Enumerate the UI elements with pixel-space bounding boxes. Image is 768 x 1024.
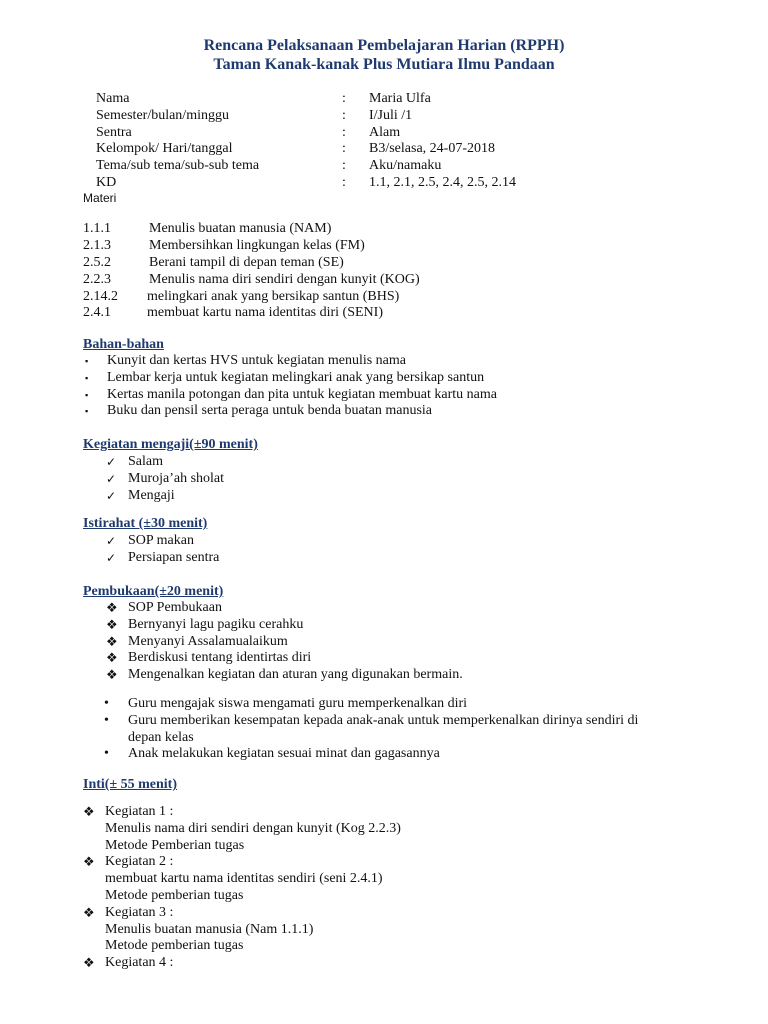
list-item-text: Persiapan sentra bbox=[128, 549, 220, 565]
diamond-bullet-icon: ❖ bbox=[83, 854, 95, 870]
inti-heading: Inti(± 55 menit) bbox=[83, 777, 178, 792]
materi-text: Menulis nama diri sendiri dengan kunyit (KOG) bbox=[149, 271, 420, 287]
mengaji-heading: Kegiatan mengaji(±90 menit) bbox=[83, 437, 258, 452]
square-bullet-icon: ▪ bbox=[85, 406, 89, 417]
activity-text: Metode pemberian tugas bbox=[105, 887, 244, 903]
identity-label: Kelompok/ Hari/tanggal bbox=[96, 141, 233, 157]
bahan-heading: Bahan-bahan bbox=[83, 337, 164, 352]
list-item-text: Menyanyi Assalamualaikum bbox=[128, 633, 288, 649]
activity-title: Kegiatan 1 : bbox=[105, 804, 174, 819]
list-item-text: Anak melakukan kegiatan sesuai minat dan gagasannya bbox=[128, 746, 440, 762]
activity-text: membuat kartu nama identitas sendiri (seni 2.4.1) bbox=[105, 871, 383, 887]
list-item-text: Buku dan pensil serta peraga untuk benda buatan manusia bbox=[107, 403, 433, 419]
checkmark-icon: ✓ bbox=[106, 455, 117, 469]
checkmark-icon: ✓ bbox=[106, 488, 117, 503]
list-item-text: Kunyit dan kertas HVS untuk kegiatan menulis nama bbox=[107, 353, 406, 368]
document-title-line1: Rencana Pelaksanaan Pembelajaran Harian (RPPH) bbox=[203, 37, 565, 54]
activity-text: Metode Pemberian tugas bbox=[105, 837, 245, 853]
identity-label: Semester/bulan/minggu bbox=[96, 107, 229, 123]
identity-value: Maria Ulfa bbox=[369, 91, 431, 106]
dot-bullet-icon: • bbox=[104, 712, 109, 728]
materi-text: melingkari anak yang bersikap santun (BHS) bbox=[147, 288, 400, 304]
list-item-text: SOP Pembukaan bbox=[128, 600, 222, 615]
diamond-bullet-icon: ❖ bbox=[106, 667, 118, 683]
identity-label: Nama bbox=[96, 91, 130, 106]
identity-value: I/Juli /1 bbox=[369, 107, 413, 123]
list-item-text: Mengenalkan kegiatan dan aturan yang digunakan bermain. bbox=[128, 667, 463, 683]
identity-value: B3/selasa, 24-07-2018 bbox=[369, 141, 495, 157]
dot-bullet-icon: • bbox=[104, 696, 109, 711]
list-item-text: Guru memberikan kesempatan kepada anak-anak untuk memperkenalkan dirinya sendiri di bbox=[128, 712, 639, 728]
materi-code: 2.2.3 bbox=[83, 271, 111, 287]
materi-code: 2.1.3 bbox=[83, 237, 111, 253]
diamond-bullet-icon: ❖ bbox=[83, 955, 95, 971]
list-item-text: Guru mengajak siswa mengamati guru memperkenalkan diri bbox=[128, 696, 468, 711]
identity-colon: : bbox=[342, 158, 346, 174]
list-item-text: Berdiskusi tentang identirtas diri bbox=[128, 650, 312, 666]
diamond-bullet-icon: ❖ bbox=[83, 904, 95, 920]
list-item-text: Muroja’ah sholat bbox=[128, 470, 225, 486]
activity-title: Kegiatan 2 : bbox=[105, 854, 174, 870]
identity-colon: : bbox=[342, 174, 346, 190]
activity-title: Kegiatan 4 : bbox=[105, 955, 174, 971]
materi-text: membuat kartu nama identitas diri (SENI) bbox=[147, 305, 383, 321]
activity-text: Menulis buatan manusia (Nam 1.1.1) bbox=[105, 921, 314, 937]
identity-value: Aku/namaku bbox=[369, 158, 442, 174]
list-item-text: Lembar kerja untuk kegiatan melingkari anak yang bersikap santun bbox=[107, 369, 485, 385]
materi-code: 2.14.2 bbox=[83, 288, 118, 304]
materi-code: 1.1.1 bbox=[83, 221, 111, 236]
activity-text: Metode pemberian tugas bbox=[105, 938, 244, 954]
identity-label: Sentra bbox=[96, 124, 132, 140]
istirahat-heading: Istirahat (±30 menit) bbox=[83, 516, 208, 531]
checkmark-icon: ✓ bbox=[106, 550, 117, 565]
identity-value: 1.1, 2.1, 2.5, 2.4, 2.5, 2.14 bbox=[369, 174, 516, 190]
identity-label: Tema/sub tema/sub-sub tema bbox=[96, 158, 260, 174]
identity-colon: : bbox=[342, 141, 346, 157]
list-item-text: Kertas manila potongan dan pita untuk kegiatan membuat kartu nama bbox=[107, 386, 497, 402]
diamond-bullet-icon: ❖ bbox=[106, 616, 118, 632]
list-item-text: Bernyanyi lagu pagiku cerahku bbox=[128, 616, 304, 632]
diamond-bullet-icon: ❖ bbox=[83, 804, 95, 819]
list-item-text: Salam bbox=[128, 454, 163, 469]
checkmark-icon: ✓ bbox=[106, 471, 117, 486]
square-bullet-icon: ▪ bbox=[85, 389, 89, 400]
square-bullet-icon: ▪ bbox=[85, 372, 89, 383]
diamond-bullet-icon: ❖ bbox=[106, 650, 118, 666]
materi-text: Membersihkan lingkungan kelas (FM) bbox=[149, 237, 365, 253]
list-item-text: SOP makan bbox=[128, 533, 194, 548]
activity-title: Kegiatan 3 : bbox=[105, 904, 174, 920]
identity-colon: : bbox=[342, 107, 346, 123]
diamond-bullet-icon: ❖ bbox=[106, 600, 118, 615]
materi-code: 2.5.2 bbox=[83, 254, 111, 270]
materi-text: Berani tampil di depan teman (SE) bbox=[149, 254, 344, 270]
activity-text: Menulis nama diri sendiri dengan kunyit (Kog 2.2.3) bbox=[105, 820, 401, 836]
document-title-line2: Taman Kanak-kanak Plus Mutiara Ilmu Pandaan bbox=[213, 56, 555, 73]
checkmark-icon: ✓ bbox=[106, 534, 117, 548]
pembukaan-heading: Pembukaan(±20 menit) bbox=[83, 584, 224, 599]
identity-label: KD bbox=[96, 174, 117, 190]
identity-value: Alam bbox=[369, 124, 401, 140]
list-item-text: Mengaji bbox=[128, 487, 175, 503]
identity-colon: : bbox=[342, 91, 346, 106]
list-item-text: depan kelas bbox=[128, 729, 194, 745]
materi-heading: Materi bbox=[83, 191, 117, 205]
materi-text: Menulis buatan manusia (NAM) bbox=[149, 221, 332, 236]
square-bullet-icon: ▪ bbox=[85, 356, 89, 366]
diamond-bullet-icon: ❖ bbox=[106, 633, 118, 649]
materi-code: 2.4.1 bbox=[83, 305, 111, 321]
identity-colon: : bbox=[342, 124, 346, 140]
dot-bullet-icon: • bbox=[104, 746, 109, 762]
